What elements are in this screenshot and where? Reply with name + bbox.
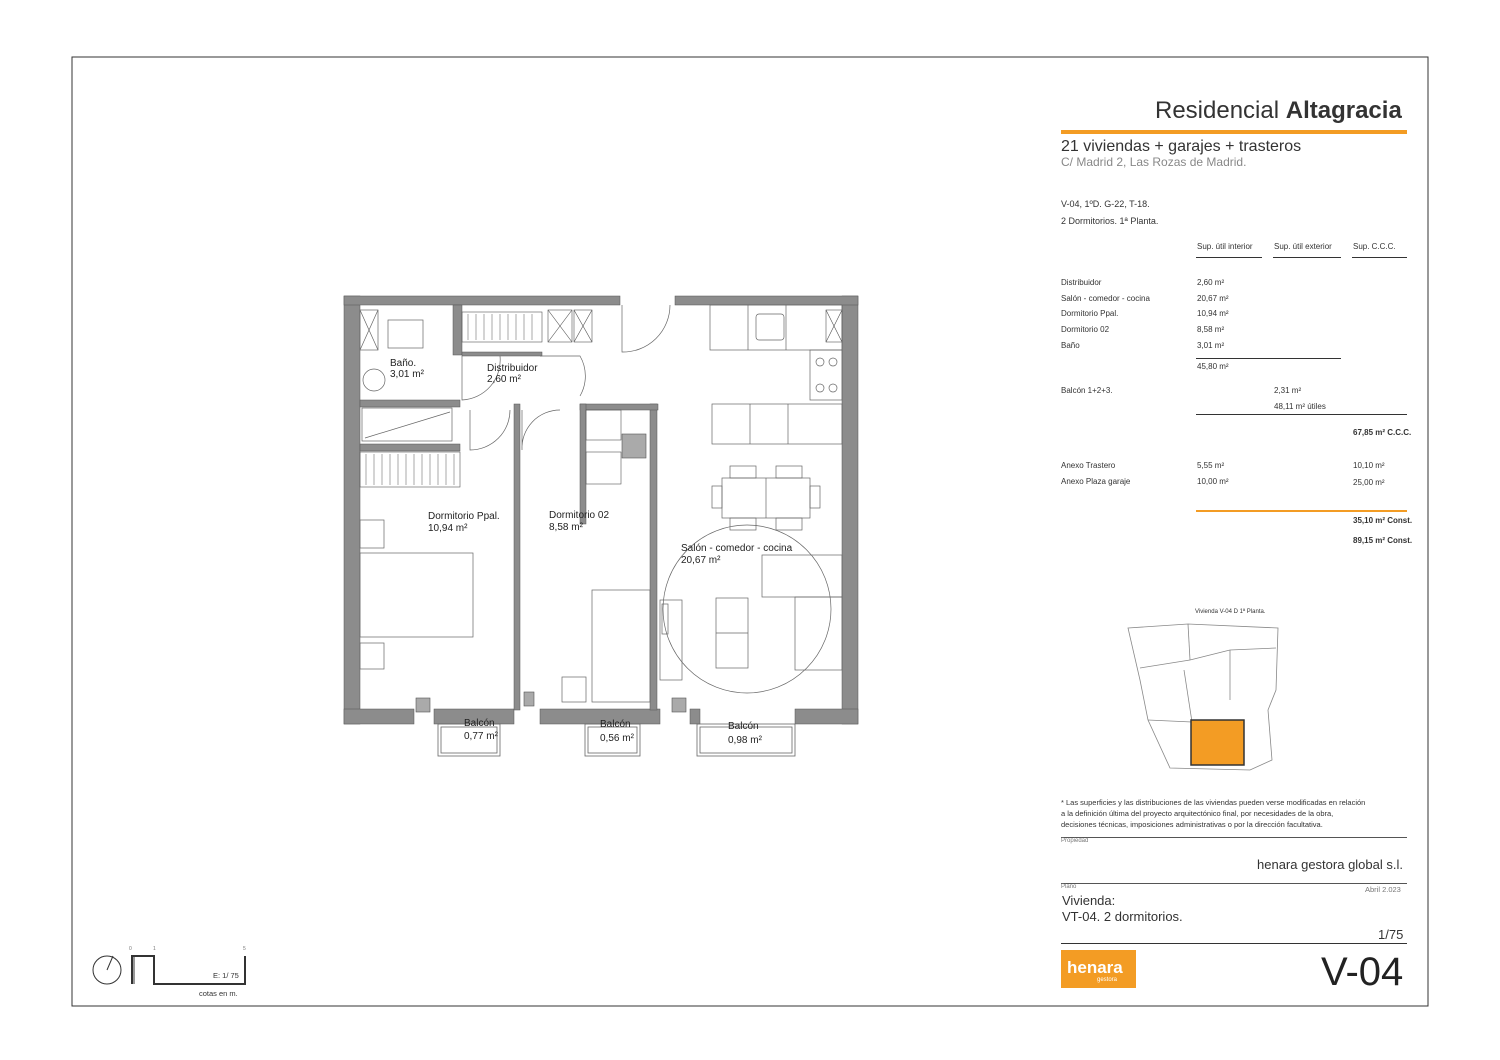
henara-logo: henara gestora: [1061, 950, 1136, 988]
balcony-label: Balcón 1+2+3.: [1061, 386, 1113, 395]
annex-const: 35,10 m² Const.: [1353, 516, 1413, 525]
plan-subtitle: VT-04. 2 dormitorios.: [1062, 909, 1183, 924]
row-value: 8,58 m²: [1197, 325, 1225, 334]
annex-label: Anexo Plaza garaje: [1061, 477, 1131, 486]
disclaimer-line: * Las superficies y las distribuciones de las viviendas pueden verse modificadas en relación: [1061, 798, 1366, 807]
row-label: Dormitorio Ppal.: [1061, 309, 1119, 318]
plan-title: Vivienda:: [1062, 893, 1116, 908]
col-ccc: Sup. C.C.C.: [1353, 242, 1396, 251]
room-living-name: Salón - comedor - cocina: [681, 543, 793, 554]
scale-tick-0: 0: [129, 946, 132, 952]
useful-total: 48,11 m² útiles: [1274, 402, 1326, 411]
ccc-total: 67,85 m² C.C.C.: [1353, 428, 1412, 437]
plan-caption: Plano: [1061, 884, 1077, 890]
plan-scale: 1/75: [1378, 927, 1404, 942]
room-bath-name: Baño.: [390, 358, 417, 369]
type-line: 2 Dormitorios. 1ª Planta.: [1061, 216, 1159, 226]
row-label: Distribuidor: [1061, 278, 1102, 287]
interior-total: 45,80 m²: [1197, 362, 1229, 371]
balcony-3-area: 0,98 m²: [728, 735, 762, 746]
row-label: Baño: [1061, 341, 1080, 350]
annex-ccc: 25,00 m²: [1353, 478, 1385, 487]
room-bed2-area: 8,58 m²: [549, 522, 583, 533]
room-bath-area: 3,01 m²: [390, 369, 424, 380]
units-label: cotas en m.: [199, 989, 238, 998]
plan-code: V-04: [1321, 950, 1404, 994]
balcony-3-name: Balcón: [728, 721, 759, 732]
keyplan-caption: Vivienda V-04 D 1ª Planta.: [1195, 609, 1266, 615]
scale-label: E: 1/ 75: [213, 971, 239, 980]
room-living-area: 20,67 m²: [681, 555, 721, 566]
annex-ccc: 10,10 m²: [1353, 461, 1385, 470]
owner-caption: Propiedad: [1061, 838, 1089, 844]
col-interior: Sup. útil interior: [1197, 242, 1253, 251]
room-master-area: 10,94 m²: [428, 523, 468, 534]
grand-const: 89,15 m² Const.: [1353, 536, 1413, 545]
balcony-2-name: Balcón: [600, 719, 631, 730]
row-value: 10,94 m²: [1197, 309, 1229, 318]
row-label: Dormitorio 02: [1061, 325, 1110, 334]
col-exterior: Sup. útil exterior: [1274, 242, 1332, 251]
project-address: C/ Madrid 2, Las Rozas de Madrid.: [1061, 155, 1247, 169]
room-hall-name: Distribuidor: [487, 363, 538, 374]
unit-line: V-04, 1ºD. G-22, T-18.: [1061, 199, 1150, 209]
balcony-exterior: 2,31 m²: [1274, 386, 1302, 395]
row-value: 20,67 m²: [1197, 294, 1229, 303]
project-title: Residencial Altagracia: [1155, 97, 1402, 124]
disclaimer-line: a la definición última del proyecto arquitectónico final, por necesidades de la obra,: [1061, 809, 1334, 818]
room-hall-area: 2,60 m²: [487, 374, 521, 385]
scale-tick-5: 5: [243, 946, 246, 952]
disclaimer-line: decisiones técnicas, imposiciones administrativas o por la dirección facultativa.: [1061, 820, 1323, 829]
annex-interior: 5,55 m²: [1197, 461, 1225, 470]
plan-date: Abril 2.023: [1365, 885, 1401, 894]
balcony-2-area: 0,56 m²: [600, 733, 634, 744]
project-subtitle: 21 viviendas + garajes + trasteros: [1061, 138, 1302, 155]
owner-name: henara gestora global s.l.: [1257, 857, 1403, 872]
annex-label: Anexo Trastero: [1061, 461, 1116, 470]
row-value: 2,60 m²: [1197, 278, 1225, 287]
annex-interior: 10,00 m²: [1197, 477, 1229, 486]
room-bed2-name: Dormitorio 02: [549, 510, 610, 521]
scale-tick-1: 1: [153, 946, 156, 952]
row-value: 3,01 m²: [1197, 341, 1225, 350]
balcony-1-name: Balcón: [464, 718, 495, 729]
row-label: Salón - comedor - cocina: [1061, 294, 1150, 303]
room-master-name: Dormitorio Ppal.: [428, 511, 500, 522]
balcony-1-area: 0,77 m²: [464, 731, 498, 742]
